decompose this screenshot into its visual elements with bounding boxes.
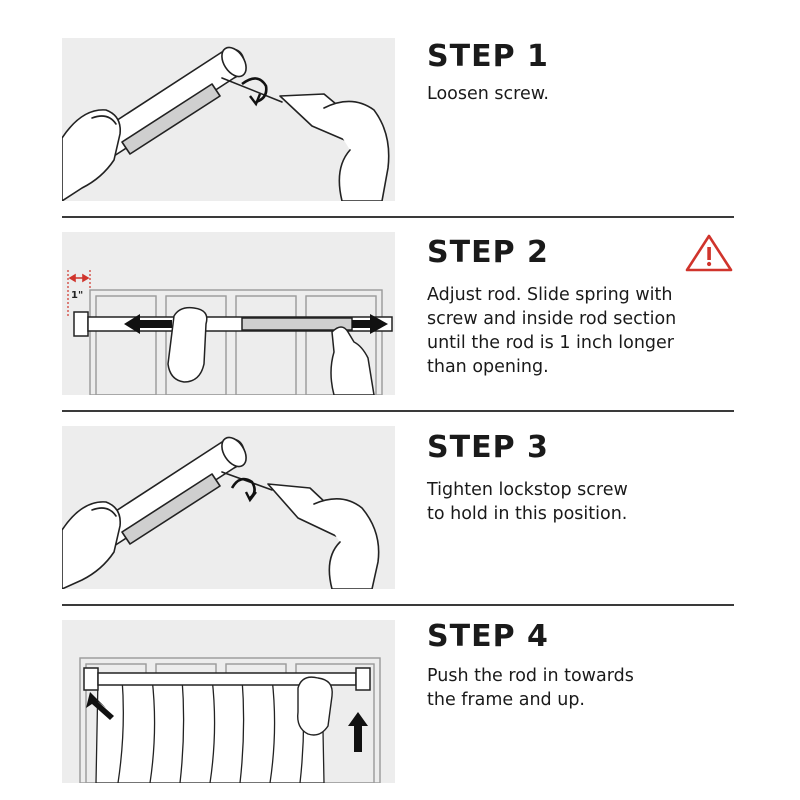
step-4-title: STEP 4 [427, 619, 549, 654]
tighten-screw-drawing [62, 426, 395, 589]
step-3-illustration [62, 426, 395, 589]
step-3-text: Tighten lockstop screw to hold in this position. [427, 480, 628, 524]
divider [62, 216, 734, 218]
step-1-text: Loosen screw. [427, 84, 549, 104]
loosen-screw-drawing [62, 38, 395, 201]
step-3-title: STEP 3 [427, 430, 549, 465]
divider [62, 604, 734, 606]
step-2-illustration [62, 232, 395, 395]
measure-label: 1" [71, 290, 84, 301]
up-arrow-icon [348, 712, 368, 752]
divider [62, 410, 734, 412]
warning-icon [684, 233, 734, 273]
step-4-illustration [62, 620, 395, 783]
rotate-arrow-icon [232, 479, 256, 500]
step-2-title: STEP 2 [427, 235, 549, 270]
step-1-illustration [62, 38, 395, 201]
step-4-text: Push the rod in towards the frame and up. [427, 666, 634, 710]
step-1-title: STEP 1 [427, 39, 549, 74]
adjust-rod-drawing [62, 232, 395, 395]
push-rod-drawing [62, 620, 395, 783]
step-2-text: Adjust rod. Slide spring with screw and inside rod section until the rod is 1 inch longer than opening. [427, 285, 677, 377]
